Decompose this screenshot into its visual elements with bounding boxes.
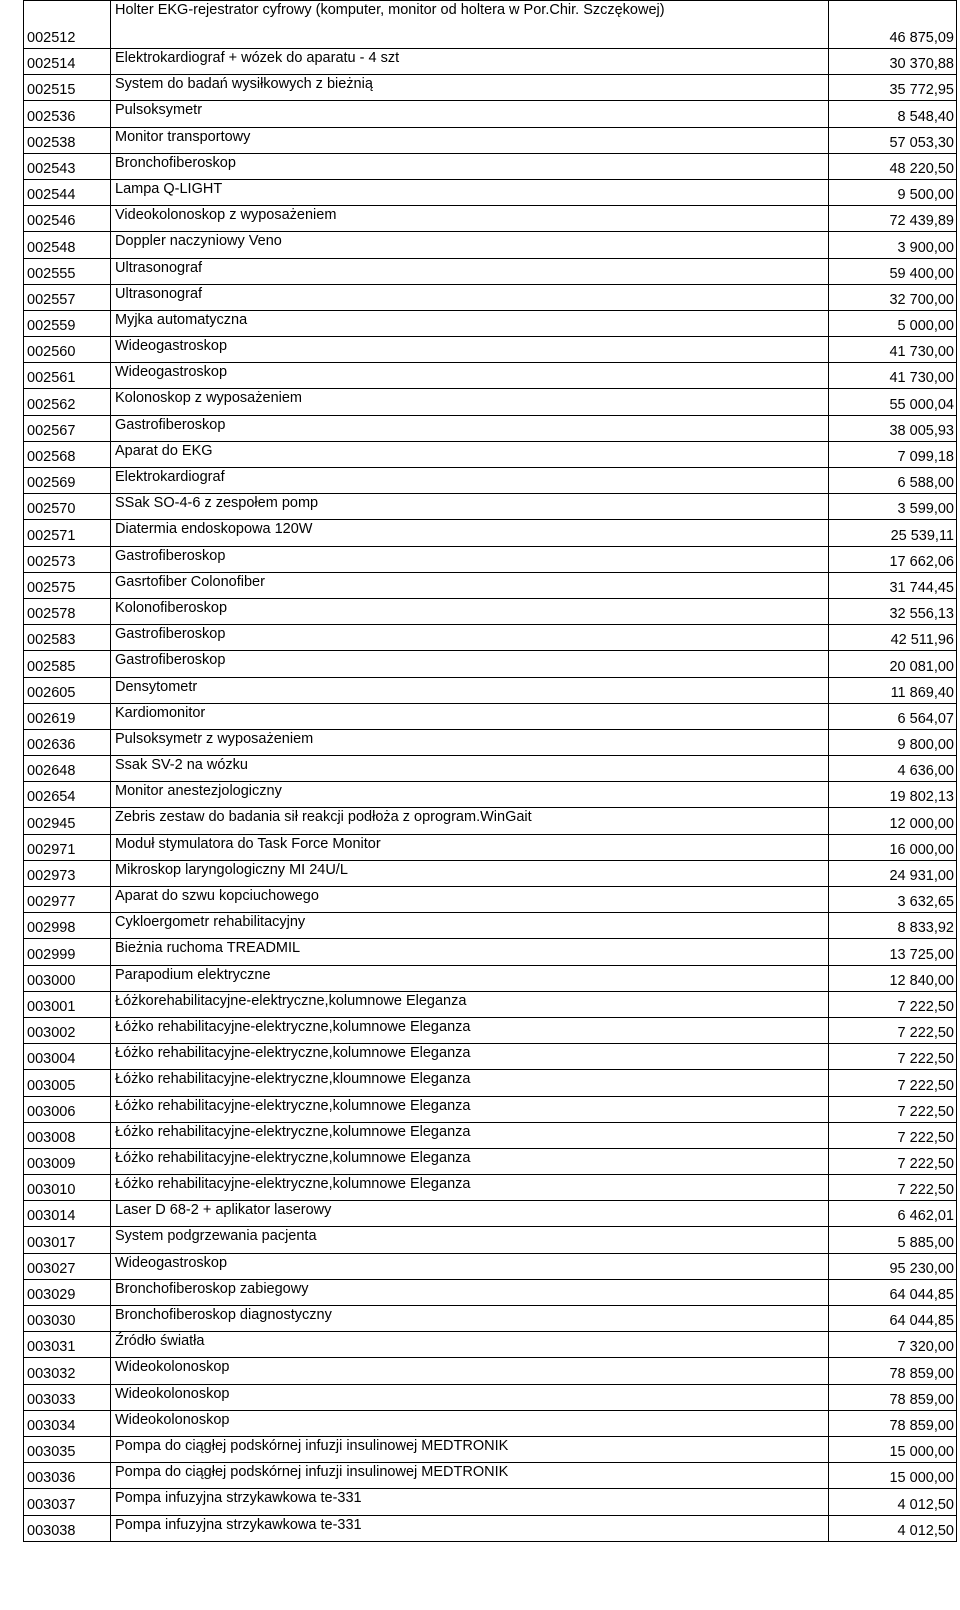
description-cell: Łóżko rehabilitacyjne-elektryczne,kloumnowe Eleganza (111, 1070, 829, 1096)
description-cell: Kolonoskop z wyposażeniem (111, 389, 829, 415)
value-cell: 4 636,00 (829, 756, 957, 782)
table-row (24, 1175, 957, 1201)
inventory-code-cell: 002605 (24, 677, 111, 703)
description-cell: Wideogastroskop (111, 363, 829, 389)
table-row (24, 1463, 957, 1489)
table-row (24, 834, 957, 860)
description-cell: Bieżnia ruchoma TREADMIL (111, 939, 829, 965)
table-body (24, 1, 957, 1542)
inventory-code-cell: 003002 (24, 1017, 111, 1043)
table-row (24, 1332, 957, 1358)
value-cell: 7 222,50 (829, 1070, 957, 1096)
value-cell: 7 099,18 (829, 441, 957, 467)
table-row (24, 546, 957, 572)
inventory-code-cell: 002636 (24, 729, 111, 755)
value-cell: 6 564,07 (829, 703, 957, 729)
description-cell: Monitor transportowy (111, 127, 829, 153)
inventory-code-cell: 003038 (24, 1515, 111, 1541)
table-row (24, 1436, 957, 1462)
inventory-code-cell: 002543 (24, 153, 111, 179)
value-cell: 48 220,50 (829, 153, 957, 179)
description-cell: Aparat do EKG (111, 441, 829, 467)
value-cell: 59 400,00 (829, 258, 957, 284)
inventory-code-cell: 002559 (24, 310, 111, 336)
description-cell: Bronchofiberoskop (111, 153, 829, 179)
description-cell: Elektrokardiograf (111, 468, 829, 494)
description-cell: Łóżko rehabilitacyjne-elektryczne,kolumnowe Eleganza (111, 1017, 829, 1043)
equipment-inventory-sheet (23, 0, 956, 1542)
value-cell: 4 012,50 (829, 1489, 957, 1515)
description-cell: Gastrofiberoskop (111, 651, 829, 677)
table-row (24, 1096, 957, 1122)
description-cell: Parapodium elektryczne (111, 965, 829, 991)
description-cell: Zebris zestaw do badania sił reakcji podłoża z oprogram.WinGait (111, 808, 829, 834)
description-cell: Wideogastroskop (111, 337, 829, 363)
description-cell: Lampa Q-LIGHT (111, 179, 829, 205)
description-cell: Pompa infuzyjna strzykawkowa te-331 (111, 1489, 829, 1515)
description-cell: Doppler naczyniowy Veno (111, 232, 829, 258)
inventory-code-cell: 002557 (24, 284, 111, 310)
description-cell: Gastrofiberoskop (111, 415, 829, 441)
inventory-code-cell: 003029 (24, 1279, 111, 1305)
description-cell: Pulsoksymetr (111, 101, 829, 127)
description-cell: Wideogastroskop (111, 1253, 829, 1279)
value-cell: 78 859,00 (829, 1358, 957, 1384)
description-cell: Pompa infuzyjna strzykawkowa te-331 (111, 1515, 829, 1541)
inventory-code-cell: 002945 (24, 808, 111, 834)
description-cell: Monitor anestezjologiczny (111, 782, 829, 808)
table-row (24, 1044, 957, 1070)
table-row (24, 258, 957, 284)
value-cell: 15 000,00 (829, 1463, 957, 1489)
value-cell: 32 556,13 (829, 598, 957, 624)
description-cell: System podgrzewania pacjenta (111, 1227, 829, 1253)
table-row (24, 206, 957, 232)
inventory-code-cell: 002619 (24, 703, 111, 729)
table-row (24, 1253, 957, 1279)
table-row (24, 468, 957, 494)
value-cell: 5 885,00 (829, 1227, 957, 1253)
table-row (24, 494, 957, 520)
inventory-code-cell: 003033 (24, 1384, 111, 1410)
table-row (24, 153, 957, 179)
table-row (24, 860, 957, 886)
inventory-code-cell: 003032 (24, 1358, 111, 1384)
value-cell: 3 599,00 (829, 494, 957, 520)
description-cell: Ultrasonograf (111, 284, 829, 310)
inventory-code-cell: 002998 (24, 913, 111, 939)
table-row (24, 1384, 957, 1410)
value-cell: 8 833,92 (829, 913, 957, 939)
value-cell: 31 744,45 (829, 572, 957, 598)
table-row (24, 232, 957, 258)
description-cell: Źródło światła (111, 1332, 829, 1358)
description-cell: Łóżko rehabilitacyjne-elektryczne,kolumnowe Eleganza (111, 1044, 829, 1070)
table-row (24, 1148, 957, 1174)
inventory-code-cell: 002575 (24, 572, 111, 598)
value-cell: 13 725,00 (829, 939, 957, 965)
table-row (24, 1070, 957, 1096)
inventory-code-cell: 003005 (24, 1070, 111, 1096)
inventory-code-cell: 003034 (24, 1410, 111, 1436)
description-cell: Moduł stymulatora do Task Force Monitor (111, 834, 829, 860)
table-row (24, 1306, 957, 1332)
table-row (24, 756, 957, 782)
table-row (24, 363, 957, 389)
description-cell: Laser D 68-2 + aplikator laserowy (111, 1201, 829, 1227)
table-row (24, 415, 957, 441)
description-cell: Bronchofiberoskop zabiegowy (111, 1279, 829, 1305)
table-row (24, 101, 957, 127)
inventory-code-cell: 002999 (24, 939, 111, 965)
inventory-code-cell: 003006 (24, 1096, 111, 1122)
table-row (24, 729, 957, 755)
inventory-code-cell: 003027 (24, 1253, 111, 1279)
description-cell: Ssak SV-2 na wózku (111, 756, 829, 782)
inventory-code-cell: 003008 (24, 1122, 111, 1148)
value-cell: 41 730,00 (829, 363, 957, 389)
table-row (24, 991, 957, 1017)
table-row (24, 651, 957, 677)
inventory-code-cell: 003036 (24, 1463, 111, 1489)
value-cell: 12 000,00 (829, 808, 957, 834)
inventory-code-cell: 002561 (24, 363, 111, 389)
description-cell: Aparat do szwu kopciuchowego (111, 887, 829, 913)
inventory-code-cell: 002654 (24, 782, 111, 808)
inventory-code-cell: 002544 (24, 179, 111, 205)
inventory-code-cell: 002555 (24, 258, 111, 284)
value-cell: 15 000,00 (829, 1436, 957, 1462)
table-row (24, 1017, 957, 1043)
table-row (24, 520, 957, 546)
description-cell: Łóżko rehabilitacyjne-elektryczne,kolumnowe Eleganza (111, 1175, 829, 1201)
table-row (24, 913, 957, 939)
table-row (24, 1410, 957, 1436)
inventory-code-cell: 003017 (24, 1227, 111, 1253)
description-cell: Łóżko rehabilitacyjne-elektryczne,kolumnowe Eleganza (111, 1096, 829, 1122)
description-cell: Łóżko rehabilitacyjne-elektryczne,kolumnowe Eleganza (111, 1148, 829, 1174)
value-cell: 7 222,50 (829, 1175, 957, 1201)
inventory-code-cell: 002569 (24, 468, 111, 494)
table-row (24, 389, 957, 415)
table-row (24, 939, 957, 965)
description-cell: Wideokolonoskop (111, 1358, 829, 1384)
value-cell: 16 000,00 (829, 834, 957, 860)
description-cell: Wideokolonoskop (111, 1410, 829, 1436)
value-cell: 25 539,11 (829, 520, 957, 546)
value-cell: 7 222,50 (829, 1148, 957, 1174)
value-cell: 7 222,50 (829, 991, 957, 1017)
value-cell: 3 632,65 (829, 887, 957, 913)
table-row (24, 808, 957, 834)
inventory-code-cell: 002568 (24, 441, 111, 467)
inventory-code-cell: 003001 (24, 991, 111, 1017)
inventory-code-cell: 003035 (24, 1436, 111, 1462)
table-row (24, 310, 957, 336)
inventory-code-cell: 003000 (24, 965, 111, 991)
table-row (24, 703, 957, 729)
description-cell: Pompa do ciągłej podskórnej infuzji insulinowej MEDTRONIK (111, 1436, 829, 1462)
value-cell: 12 840,00 (829, 965, 957, 991)
table-row (24, 75, 957, 101)
equipment-table (23, 0, 957, 1542)
description-cell: Gastrofiberoskop (111, 546, 829, 572)
table-row (24, 1358, 957, 1384)
inventory-code-cell: 003010 (24, 1175, 111, 1201)
table-row (24, 127, 957, 153)
value-cell: 38 005,93 (829, 415, 957, 441)
table-row (24, 441, 957, 467)
value-cell: 9 800,00 (829, 729, 957, 755)
value-cell: 41 730,00 (829, 337, 957, 363)
value-cell: 7 222,50 (829, 1017, 957, 1043)
description-cell: Łóżko rehabilitacyjne-elektryczne,kolumnowe Eleganza (111, 1122, 829, 1148)
table-row (24, 677, 957, 703)
inventory-code-cell: 003037 (24, 1489, 111, 1515)
table-row (24, 1489, 957, 1515)
description-cell: System do badań wysiłkowych z bieżnią (111, 75, 829, 101)
description-cell: Gasrtofiber Colonofiber (111, 572, 829, 598)
table-row (24, 49, 957, 75)
table-row (24, 337, 957, 363)
value-cell: 46 875,09 (829, 1, 957, 49)
description-cell: Łóżkorehabilitacyjne-elektryczne,kolumnowe Eleganza (111, 991, 829, 1017)
value-cell: 9 500,00 (829, 179, 957, 205)
description-cell: Pulsoksymetr z wyposażeniem (111, 729, 829, 755)
description-cell: Densytometr (111, 677, 829, 703)
inventory-code-cell: 002977 (24, 887, 111, 913)
description-cell: Mikroskop laryngologiczny MI 24U/L (111, 860, 829, 886)
inventory-code-cell: 003030 (24, 1306, 111, 1332)
inventory-code-cell: 002567 (24, 415, 111, 441)
inventory-code-cell: 002560 (24, 337, 111, 363)
table-row (24, 1, 957, 49)
value-cell: 24 931,00 (829, 860, 957, 886)
inventory-code-cell: 002538 (24, 127, 111, 153)
value-cell: 19 802,13 (829, 782, 957, 808)
value-cell: 11 869,40 (829, 677, 957, 703)
description-cell: Wideokolonoskop (111, 1384, 829, 1410)
inventory-code-cell: 002548 (24, 232, 111, 258)
inventory-code-cell: 003014 (24, 1201, 111, 1227)
value-cell: 42 511,96 (829, 625, 957, 651)
description-cell: Holter EKG-rejestrator cyfrowy (komputer, monitor od holtera w Por.Chir. Szczękowej) (111, 1, 829, 49)
value-cell: 3 900,00 (829, 232, 957, 258)
description-cell: Bronchofiberoskop diagnostyczny (111, 1306, 829, 1332)
value-cell: 5 000,00 (829, 310, 957, 336)
inventory-code-cell: 002562 (24, 389, 111, 415)
table-row (24, 782, 957, 808)
inventory-code-cell: 003031 (24, 1332, 111, 1358)
value-cell: 7 222,50 (829, 1044, 957, 1070)
table-row (24, 1515, 957, 1541)
table-row (24, 1201, 957, 1227)
description-cell: Ultrasonograf (111, 258, 829, 284)
table-row (24, 1122, 957, 1148)
value-cell: 4 012,50 (829, 1515, 957, 1541)
description-cell: Gastrofiberoskop (111, 625, 829, 651)
table-row (24, 1227, 957, 1253)
description-cell: Pompa do ciągłej podskórnej infuzji insulinowej MEDTRONIK (111, 1463, 829, 1489)
value-cell: 20 081,00 (829, 651, 957, 677)
description-cell: Elektrokardiograf + wózek do aparatu - 4 szt (111, 49, 829, 75)
inventory-code-cell: 003009 (24, 1148, 111, 1174)
description-cell: Diatermia endoskopowa 120W (111, 520, 829, 546)
inventory-code-cell: 002514 (24, 49, 111, 75)
inventory-code-cell: 002512 (24, 1, 111, 49)
value-cell: 7 222,50 (829, 1122, 957, 1148)
description-cell: Cykloergometr rehabilitacyjny (111, 913, 829, 939)
value-cell: 7 320,00 (829, 1332, 957, 1358)
description-cell: Myjka automatyczna (111, 310, 829, 336)
description-cell: Kolonofiberoskop (111, 598, 829, 624)
inventory-code-cell: 002971 (24, 834, 111, 860)
inventory-code-cell: 002648 (24, 756, 111, 782)
inventory-code-cell: 002585 (24, 651, 111, 677)
table-row (24, 887, 957, 913)
inventory-code-cell: 002583 (24, 625, 111, 651)
inventory-code-cell: 002546 (24, 206, 111, 232)
value-cell: 35 772,95 (829, 75, 957, 101)
description-cell: SSak SO-4-6 z zespołem pomp (111, 494, 829, 520)
value-cell: 8 548,40 (829, 101, 957, 127)
value-cell: 78 859,00 (829, 1410, 957, 1436)
value-cell: 55 000,04 (829, 389, 957, 415)
value-cell: 17 662,06 (829, 546, 957, 572)
table-row (24, 179, 957, 205)
value-cell: 30 370,88 (829, 49, 957, 75)
inventory-code-cell: 002571 (24, 520, 111, 546)
table-row (24, 284, 957, 310)
inventory-code-cell: 002973 (24, 860, 111, 886)
inventory-code-cell: 003004 (24, 1044, 111, 1070)
table-row (24, 625, 957, 651)
table-row (24, 572, 957, 598)
value-cell: 6 588,00 (829, 468, 957, 494)
table-row (24, 598, 957, 624)
value-cell: 57 053,30 (829, 127, 957, 153)
table-row (24, 1279, 957, 1305)
value-cell: 7 222,50 (829, 1096, 957, 1122)
description-cell: Kardiomonitor (111, 703, 829, 729)
table-row (24, 965, 957, 991)
value-cell: 64 044,85 (829, 1306, 957, 1332)
inventory-code-cell: 002515 (24, 75, 111, 101)
value-cell: 78 859,00 (829, 1384, 957, 1410)
description-cell: Videokolonoskop z wyposażeniem (111, 206, 829, 232)
value-cell: 95 230,00 (829, 1253, 957, 1279)
inventory-code-cell: 002573 (24, 546, 111, 572)
value-cell: 72 439,89 (829, 206, 957, 232)
value-cell: 32 700,00 (829, 284, 957, 310)
value-cell: 64 044,85 (829, 1279, 957, 1305)
inventory-code-cell: 002570 (24, 494, 111, 520)
inventory-code-cell: 002536 (24, 101, 111, 127)
value-cell: 6 462,01 (829, 1201, 957, 1227)
inventory-code-cell: 002578 (24, 598, 111, 624)
